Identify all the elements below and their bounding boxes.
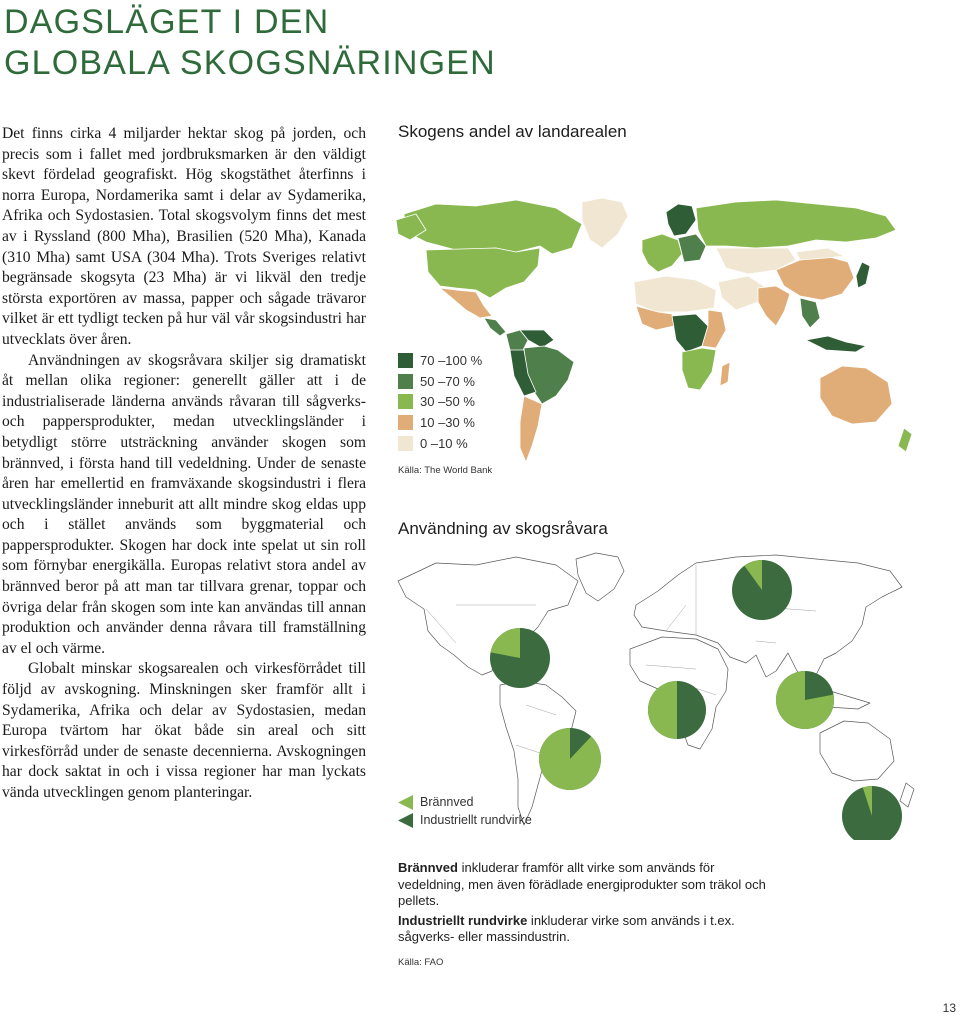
legend-item-10-30 <box>398 412 482 433</box>
definition-text: inkluderar framför allt virke som används för vedeldning, men även förädlade energiprodukter som träkol och pellets. <box>398 860 766 908</box>
japan-shape <box>856 262 870 288</box>
legend-label: 0 –10 % <box>420 435 468 451</box>
legend-item-70-100 <box>398 350 482 371</box>
legend-item-brannved <box>398 793 532 811</box>
southern-africa-shape <box>682 348 716 390</box>
definition-text: inkluderar virke som används i t.ex. sågverks- eller massindustrin. <box>398 912 735 944</box>
australia-shape <box>820 366 892 424</box>
legend-swatch <box>398 374 413 389</box>
pie-europe <box>490 628 550 688</box>
article-body <box>2 124 366 804</box>
pie-asia <box>776 671 834 729</box>
article-paragraph-3: Globalt minskar skogsarealen och virkesförrådet till följd av avskogning. Minskningen sker framför allt i Sydamerika, Afrika och delar av Sydostasien, medan Europa tvärtom har ökat både sin areal och sitt virkesförråd under de senaste decennierna. Avskogningen har dock saktat in och i vissa regioner har man lyckats vända utvecklingen genom planteringar. <box>2 660 366 801</box>
pie-africa <box>539 728 601 790</box>
forest-map-title: Skogens andel av landarealen <box>398 122 627 141</box>
pie-north-america <box>732 560 792 620</box>
usage-map-legend <box>398 793 532 829</box>
pie-layer <box>490 560 902 840</box>
indonesia-shape <box>806 336 866 352</box>
definitions-box <box>398 860 770 949</box>
north-africa-shape <box>634 276 716 312</box>
pie-slice-brannved <box>648 681 677 739</box>
legend-swatch <box>398 353 413 368</box>
legend-label: 70 –100 % <box>420 352 483 368</box>
page-title-line-1: DAGSLÄGET I DEN <box>4 3 330 41</box>
legend-item-30-50 <box>398 391 482 412</box>
mongolia-shape <box>796 248 844 260</box>
article-paragraph-1: Det finns cirka 4 miljarder hektar skog på jorden, och precis som i fallet med jordbruksmarken är den väldigt skevt fördelad geografiskt. Hög skogstäthet återfinns i norra Europa, Nordamerika samt i delar av Sydamerika, Afrika och Sydostasien. Total skogsvolym finns det mest av i Ryssland (800 Mha), Brasilien (520 Mha), Kanada (310 Mha) samt USA (304 Mha). Trots Sveriges relativt begränsade skogsyta (23 Mha) är vi likväl den tredje största exportören av massa, papper och sågade trävaror vilket är ett tydligt tecken på hur väl vår skogsindustri har utvecklats över åren. <box>2 125 366 348</box>
page-number: 13 <box>942 1001 956 1015</box>
greenland-shape <box>582 198 628 248</box>
madagascar-shape <box>720 362 730 386</box>
southeast-asia-shape <box>800 298 820 328</box>
legend-item-50-70 <box>398 371 482 392</box>
russia-shape <box>696 200 896 248</box>
legend-swatch <box>398 394 413 409</box>
pie-slice-brannved <box>539 728 601 790</box>
triangle-marker-icon <box>398 795 413 810</box>
canada-shape <box>404 200 582 254</box>
definition-rundvirke <box>398 913 770 946</box>
legend-item-0-10 <box>398 433 482 454</box>
central-america-shape <box>484 318 506 336</box>
legend-label: 10 –30 % <box>420 414 475 430</box>
legend-label: 50 –70 % <box>420 373 475 389</box>
pie-south-america <box>648 681 706 739</box>
pie-oceania <box>842 786 902 840</box>
triangle-marker-icon <box>398 813 413 828</box>
new-zealand-shape <box>898 428 912 452</box>
legend-swatch <box>398 436 413 451</box>
scandinavia-shape <box>666 204 696 236</box>
usage-map-source: Källa: FAO <box>398 957 444 968</box>
definition-brannved <box>398 860 770 910</box>
definition-term: Brännved <box>398 860 458 875</box>
brazil-shape <box>524 346 574 404</box>
legend-swatch <box>398 415 413 430</box>
page-title-line-2: GLOBALA SKOGSNÄRINGEN <box>4 44 496 82</box>
article-paragraph-2: Användningen av skogsråvara skiljer sig dramatiskt åt mellan olika regioner: generellt gäller att i de industrialiserade länderna används råvaran till sågverks- och pappersprodukter, medan utvecklingsländer i betydligt större utsträckning använder skogen som brännved, i första hand till vedeldning. Under de senaste åren har emellertid en framväxande skogsindustri i flera utvecklingsländer inneburit att allt mindre skog eldas upp och i stället används som byggmaterial och pappersprodukter. Skogen har dock inte spelat ut sin roll som förnybar energikälla. Europas relativt stora andel av brännved beror på att man tar tillvara grenar, toppar och övriga delar från skogen som inte kan användas till annan produktion och använder denna råvara till framställning av el och värme. <box>2 351 366 657</box>
page-title <box>4 2 496 84</box>
middle-east-shape <box>718 276 764 310</box>
legend-label: 30 –50 % <box>420 394 475 410</box>
india-shape <box>758 286 790 326</box>
forest-map-source: Källa: The World Bank <box>398 465 493 476</box>
legend-label: Industriellt rundvirke <box>420 813 532 827</box>
usage-map-title: Användning av skogsråvara <box>398 519 608 538</box>
legend-item-industriellt-rundvirke <box>398 811 532 829</box>
forest-map-legend <box>398 350 482 453</box>
definition-term: Industriellt rundvirke <box>398 912 528 928</box>
western-europe-shape <box>642 234 682 272</box>
argentina-chile-shape <box>520 396 542 462</box>
legend-label: Brännved <box>420 795 474 809</box>
